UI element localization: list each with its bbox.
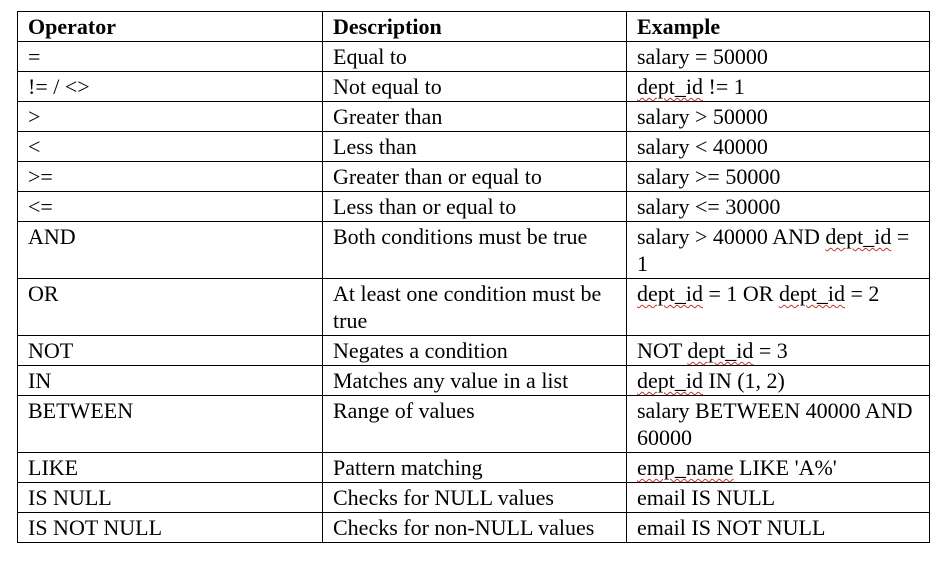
table-row [18, 483, 930, 513]
spellcheck-word: dept_id [637, 281, 703, 306]
spellcheck-word: dept_id [778, 281, 845, 306]
example-cell: dept_id = 1 OR dept_id = 2 [627, 279, 930, 336]
sql-operators-table [17, 11, 930, 543]
operator-cell: AND [18, 222, 323, 279]
operator-cell: OR [18, 279, 323, 336]
example-cell: salary >= 50000 [627, 162, 930, 192]
example-cell: salary < 40000 [627, 132, 930, 162]
example-cell: email IS NOT NULL [627, 513, 930, 543]
table-row [18, 42, 930, 72]
table-header-row [18, 12, 930, 42]
description-cell: Not equal to [323, 72, 627, 102]
table-row [18, 222, 930, 279]
table-row [18, 162, 930, 192]
operator-cell: LIKE [18, 453, 323, 483]
table-row [18, 513, 930, 543]
example-cell: email IS NULL [627, 483, 930, 513]
example-cell: salary = 50000 [627, 42, 930, 72]
table-row [18, 396, 930, 453]
operator-cell: IS NULL [18, 483, 323, 513]
table-row [18, 366, 930, 396]
operator-cell: > [18, 102, 323, 132]
example-cell: salary > 50000 [627, 102, 930, 132]
operator-cell: >= [18, 162, 323, 192]
description-cell: Greater than or equal to [323, 162, 627, 192]
operator-cell: BETWEEN [18, 396, 323, 453]
spellcheck-word: dept_id [825, 224, 892, 249]
table-row [18, 72, 930, 102]
table-row [18, 132, 930, 162]
spellcheck-word: dept_id [687, 338, 754, 363]
description-cell: Less than [323, 132, 627, 162]
operator-cell: < [18, 132, 323, 162]
spellcheck-word: dept_id [637, 74, 703, 99]
example-cell: emp_name LIKE 'A%' [627, 453, 930, 483]
table-body [18, 42, 930, 543]
header-operator: Operator [18, 12, 323, 42]
example-cell: dept_id IN (1, 2) [627, 366, 930, 396]
example-cell: salary BETWEEN 40000 AND 60000 [627, 396, 930, 453]
operator-cell: NOT [18, 336, 323, 366]
description-cell: At least one condition must be true [323, 279, 627, 336]
spellcheck-word: dept_id [637, 368, 703, 393]
description-cell: Less than or equal to [323, 192, 627, 222]
description-cell: Pattern matching [323, 453, 627, 483]
spellcheck-word: emp_name [637, 455, 734, 480]
table-row [18, 192, 930, 222]
example-cell: NOT dept_id = 3 [627, 336, 930, 366]
header-example: Example [627, 12, 930, 42]
description-cell: Both conditions must be true [323, 222, 627, 279]
operator-cell: <= [18, 192, 323, 222]
example-cell: salary <= 30000 [627, 192, 930, 222]
table-row [18, 336, 930, 366]
description-cell: Negates a condition [323, 336, 627, 366]
example-cell: salary > 40000 AND dept_id = 1 [627, 222, 930, 279]
table-row [18, 279, 930, 336]
operator-cell: = [18, 42, 323, 72]
operator-cell: != / <> [18, 72, 323, 102]
operator-cell: IS NOT NULL [18, 513, 323, 543]
description-cell: Equal to [323, 42, 627, 72]
example-cell: dept_id != 1 [627, 72, 930, 102]
header-description: Description [323, 12, 627, 42]
description-cell: Greater than [323, 102, 627, 132]
description-cell: Checks for non-NULL values [323, 513, 627, 543]
description-cell: Checks for NULL values [323, 483, 627, 513]
description-cell: Range of values [323, 396, 627, 453]
operator-cell: IN [18, 366, 323, 396]
table-row [18, 453, 930, 483]
table-row [18, 102, 930, 132]
description-cell: Matches any value in a list [323, 366, 627, 396]
